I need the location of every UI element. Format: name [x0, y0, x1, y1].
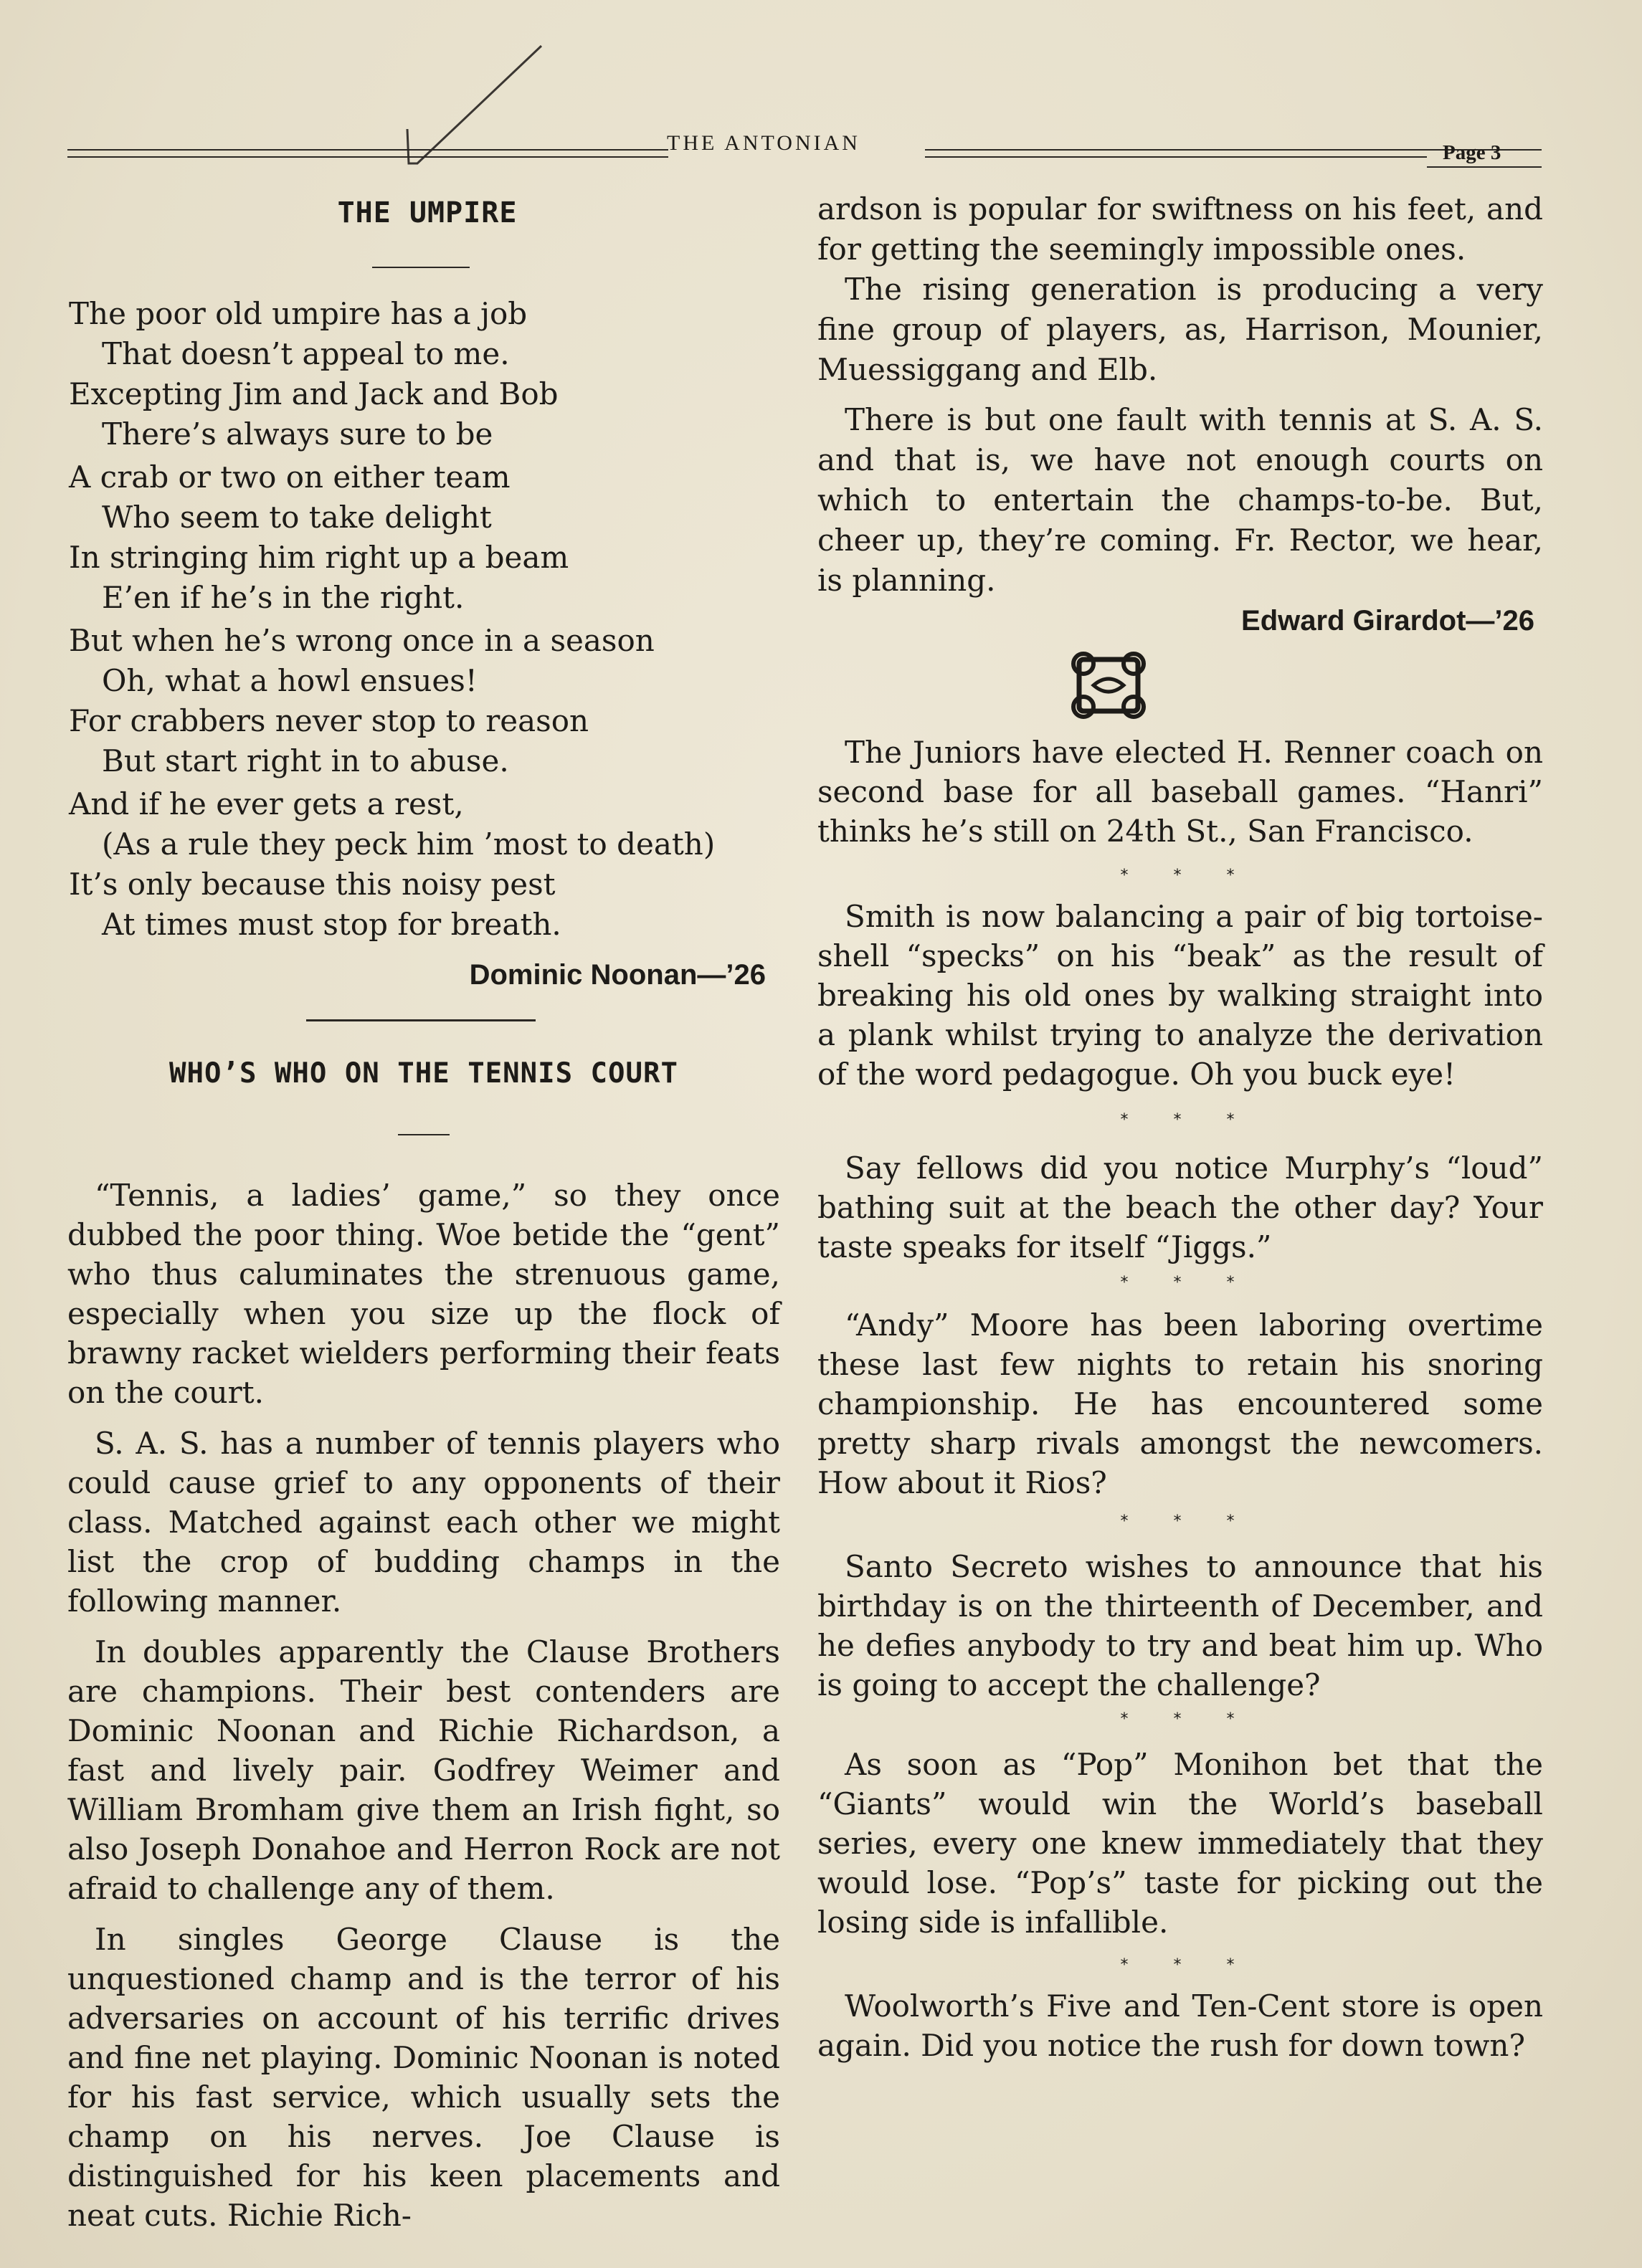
umpire-byline: Dominic Noonan—’26	[469, 959, 766, 991]
poem-line: Excepting Jim and Jack and Bob	[69, 376, 559, 411]
poem-line: At times must stop for breath.	[102, 907, 561, 942]
poem-line: E’en if he’s in the right.	[102, 580, 465, 615]
left-column	[67, 192, 780, 2235]
header-rule-left-bottom	[67, 156, 668, 158]
ornament-icon	[1069, 651, 1148, 720]
poem-line: It’s only because this noisy pest	[69, 867, 556, 902]
umpire-title-rule	[372, 267, 470, 268]
separator-stars: * * *	[1120, 1710, 1255, 1728]
poem-stanza	[69, 457, 780, 618]
pencil-check-mark	[402, 43, 545, 172]
poem-line: But start right in to abuse.	[102, 743, 509, 778]
note-item: “Andy” Moore has been laboring overtime these last few nights to retain his snoring championship. He has encountered some pretty sharp rivals amongst the newcomers. How about it Rios?	[817, 1307, 1543, 1500]
tennis-continued-paragraph: The rising generation is producing a very fine group of players, as, Harrison, Mounier, Muessiggang and Elb.	[817, 272, 1543, 387]
note-item: Woolworth’s Five and Ten-Cent store is open again. Did you notice the rush for down town?	[817, 1988, 1543, 2063]
tennis-byline: Edward Girardot—’26	[1241, 605, 1534, 637]
poem-line: In stringing him right up a beam	[69, 540, 569, 575]
umpire-title: THE UMPIRE	[337, 196, 518, 229]
poem-stanza	[69, 784, 780, 945]
poem-line: (As a rule they peck him ’most to death)	[102, 826, 716, 862]
header-rule-left-top	[67, 149, 668, 151]
poem-line: That doesn’t appeal to me.	[102, 336, 510, 371]
umpire-poem	[67, 294, 780, 945]
poem-line: Oh, what a howl ensues!	[102, 663, 478, 698]
section-divider-rule	[306, 1019, 536, 1021]
note-item: The Juniors have elected H. Renner coach on second base for all baseball games. “Hanri” thinks he’s still on 24th St., San Francisco.	[817, 735, 1543, 849]
separator-stars: * * *	[1120, 1956, 1255, 1974]
masthead-title: THE ANTONIAN	[667, 131, 860, 155]
header-rule-right-bottom	[925, 156, 1427, 158]
tennis-continued-paragraph: ardson is popular for swiftness on his feet, and for getting the seemingly impossible ones.	[817, 191, 1543, 267]
tennis-continued-paragraph: There is but one fault with tennis at S. A. S. and that is, we have not enough courts on which to entertain the champs-to-be. But, cheer up, they’re coming. Fr. Rector, we hear, is planning.	[817, 402, 1543, 598]
tennis-paragraph: In doubles apparently the Clause Brothers are champions. Their best contenders are Dominic Noonan and Richie Richardson, a fast and lively pair. Godfrey Weimer and William Bromham give them an Irish fight, so also Joseph Donahoe and Herron Rock are not afraid to challenge any of them.	[67, 1634, 780, 1906]
header-rule-under-page	[1427, 166, 1542, 168]
page-number: Page 3	[1443, 141, 1501, 164]
right-column	[817, 192, 1543, 2065]
note-item: Say fellows did you notice Murphy’s “loud” bathing suit at the beach the other day? Your taste speaks for itself “Jiggs.”	[817, 1150, 1543, 1264]
poem-stanza	[69, 294, 780, 454]
poem-line: And if he ever gets a rest,	[69, 786, 464, 821]
tennis-title-rule	[398, 1134, 450, 1135]
note-item: As soon as “Pop” Monihon bet that the “Giants” would win the World’s baseball series, every one knew immediately that they would lose. “Pop’s” taste for picking out the losing side is infallible.	[817, 1747, 1543, 1940]
separator-stars: * * *	[1120, 1512, 1255, 1530]
separator-stars: * * *	[1120, 867, 1255, 885]
poem-line: For crabbers never stop to reason	[69, 703, 589, 738]
poem-line: There’s always sure to be	[102, 416, 493, 452]
tennis-paragraph: S. A. S. has a number of tennis players who could cause grief to any opponents of their class. Matched against each other we might list the crop of budding champs in the following manner.	[67, 1426, 780, 1619]
note-item: Smith is now balancing a pair of big tortoise-shell “specks” on his “beak” as the result of breaking his old ones by walking straight into a plank whilst trying to analyze the derivation of the word pedagogue. Oh you buck eye!	[817, 899, 1543, 1092]
poem-line: But when he’s wrong once in a season	[69, 623, 655, 658]
tennis-paragraph: In singles George Clause is the unquestioned champ and is the terror of his adversaries on account of his terrific drives and fine net playing. Dominic Noonan is noted for his fast service, which usually sets the champ on his nerves. Joe Clause is distinguished for his keen placements and neat cuts. Richie Rich-	[67, 1922, 780, 2233]
poem-line: Who seem to take delight	[102, 500, 492, 535]
tennis-title: WHO’S WHO ON THE TENNIS COURT	[169, 1057, 678, 1090]
poem-line: A crab or two on either team	[69, 459, 511, 495]
tennis-paragraph: “Tennis, a ladies’ game,” so they once dubbed the poor thing. Woe betide the “gent” who thus caluminates the strenuous game, especially when you size up the flock of brawny racket wielders performing their feats on the court.	[67, 1178, 780, 1410]
separator-stars: * * *	[1120, 1274, 1255, 1292]
note-item: Santo Secreto wishes to announce that his birthday is on the thirteenth of December, and he defies anybody to try and beat him up. Who is going to accept the challenge?	[817, 1549, 1543, 1702]
separator-stars: * * *	[1120, 1111, 1255, 1129]
poem-line: The poor old umpire has a job	[69, 296, 528, 331]
poem-stanza	[69, 621, 780, 781]
